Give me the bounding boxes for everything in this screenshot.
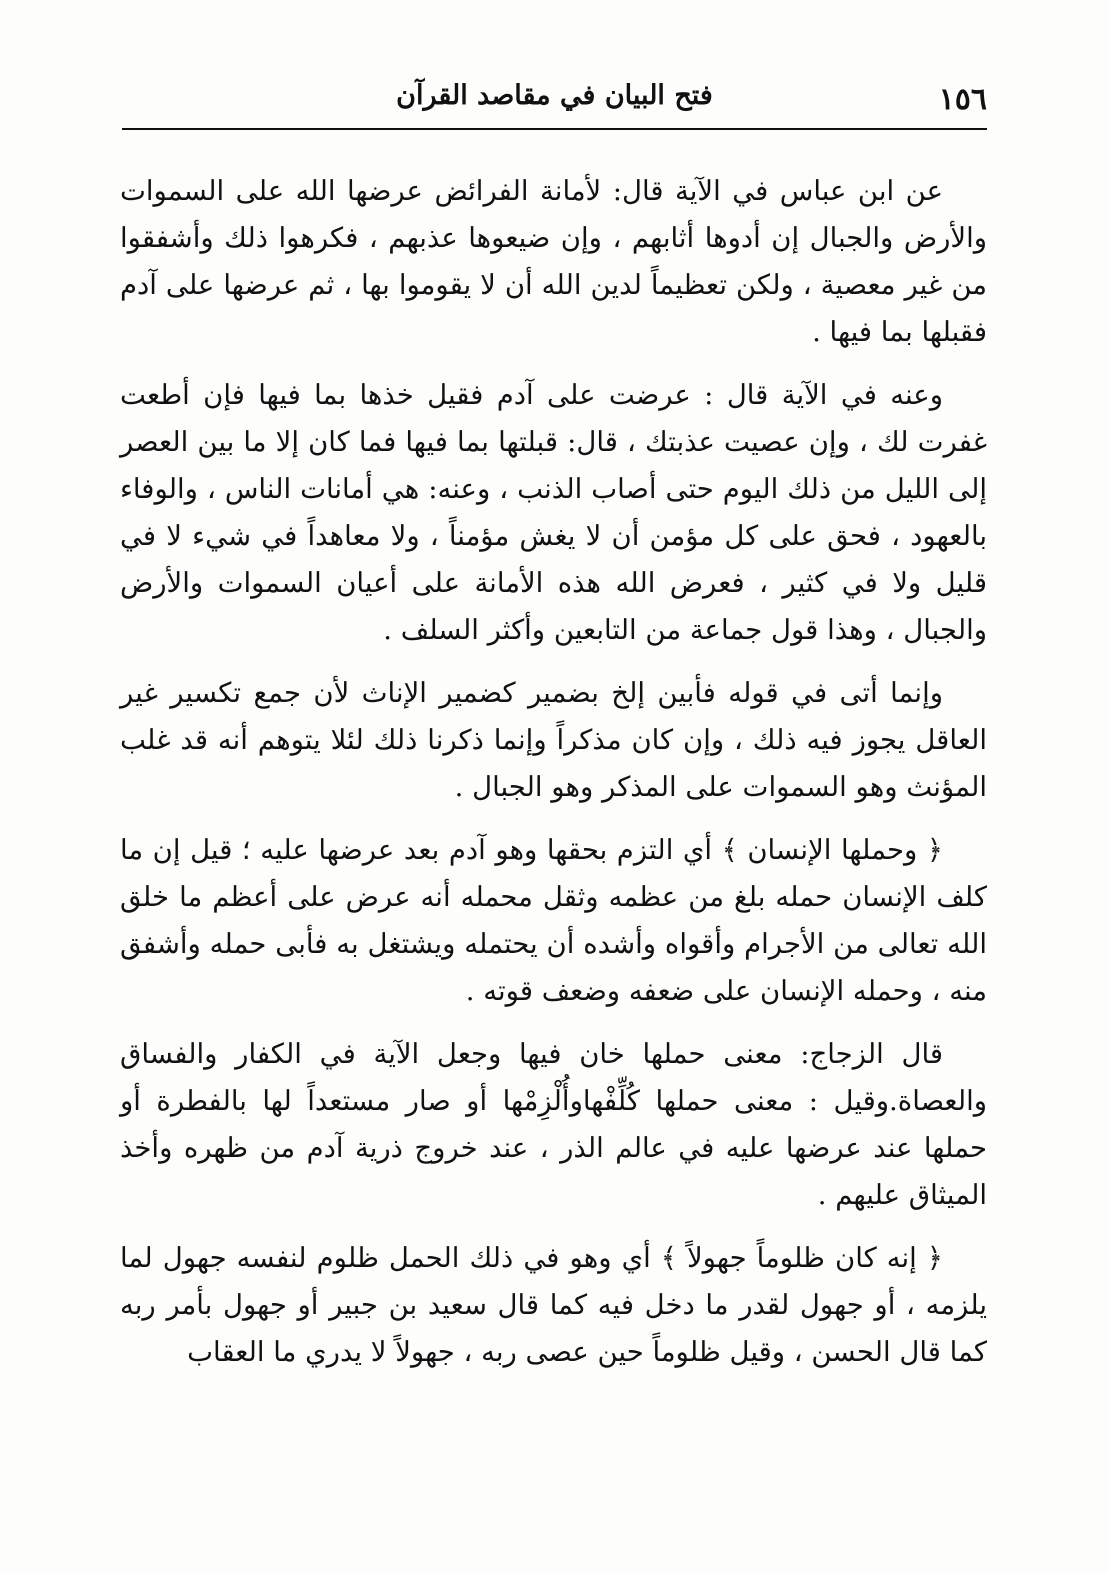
- paragraph-zajjaj: قال الزجاج: معنى حملها خان فيها وجعل الآية في الكفار والفساق والعصاة.وقيل : معنى حملها كُلِّفْهاوأُلْزِمْها أو صار مستعداً لها بالفطرة أو حملها عند عرضها عليه في عالم الذر ، عند خروج ذرية آدم من ظهره وأخذ الميثاق عليهم .: [120, 1038, 987, 1211]
- paragraph-adam: وعنه في الآية قال : عرضت على آدم فقيل خذها بما فيها فإن أطعت غفرت لك ، وإن عصيت عذبتك ، قال: قبلتها بما فيها فما كان إلا ما بين العصر إلى الليل من ذلك اليوم حتى أصاب الذنب ، وعنه: هي أمانات الناس ، والوفاء بالعهود ، فحق على كل مؤمن أن لا يغش مؤمناً ، ولا معاهداً في شيء لا في قليل ولا في كثير ، فعرض الله هذه الأمانة على أعيان السموات والأرض والجبال ، وهذا قول جماعة من التابعين وأكثر السلف .: [120, 379, 987, 646]
- running-title: فتح البيان في مقاصد القرآن: [396, 80, 713, 111]
- paragraph-carried-by-man: ﴿ وحملها الإنسان ﴾ أي التزم بحقها وهو آدم بعد عرضها عليه ؛ قيل إن ما كلف الإنسان حمله بلغ من عظمه وثقل محمله أنه عرض على أعظم ما خلق الله تعالى من الأجرام وأقواه وأشده أن يحتمله ويشتغل به فأبى حمله وأشفق منه ، وحمله الإنسان على ضعفه وضعف قوته .: [120, 834, 987, 1007]
- page-number: ١٥٦: [938, 82, 987, 117]
- page-header: [122, 72, 987, 130]
- page-body: [120, 168, 987, 1392]
- paragraph-feminine-pronoun: وإنما أتى في قوله فأبين إلخ بضمير كضمير الإناث لأن جمع تكسير غير العاقل يجوز فيه ذلك ، وإن كان مذكراً وإنما ذكرنا ذلك لئلا يتوهم أنه قد غلب المؤنث وهو السموات على المذكر وهو الجبال .: [120, 677, 987, 803]
- paragraph-ibn-abbas: عن ابن عباس في الآية قال: لأمانة الفرائض عرضها الله على السموات والأرض والجبال إن أدوها أثابهم ، وإن ضيعوها عذبهم ، فكرهوا ذلك وأشفقوا من غير معصية ، ولكن تعظيماً لدين الله أن لا يقوموا بها ، ثم عرضها على آدم فقبلها بما فيها .: [120, 175, 987, 348]
- paragraph-unjust-ignorant: ﴿ إنه كان ظلوماً جهولاً ﴾ أي وهو في ذلك الحمل ظلوم لنفسه جهول لما يلزمه ، أو جهول لقدر ما دخل فيه كما قال سعيد بن جبير أو جهول بأمر ربه كما قال الحسن ، وقيل ظلوماً حين عصى ربه ، جهولاً لا يدري ما العقاب: [120, 1242, 987, 1368]
